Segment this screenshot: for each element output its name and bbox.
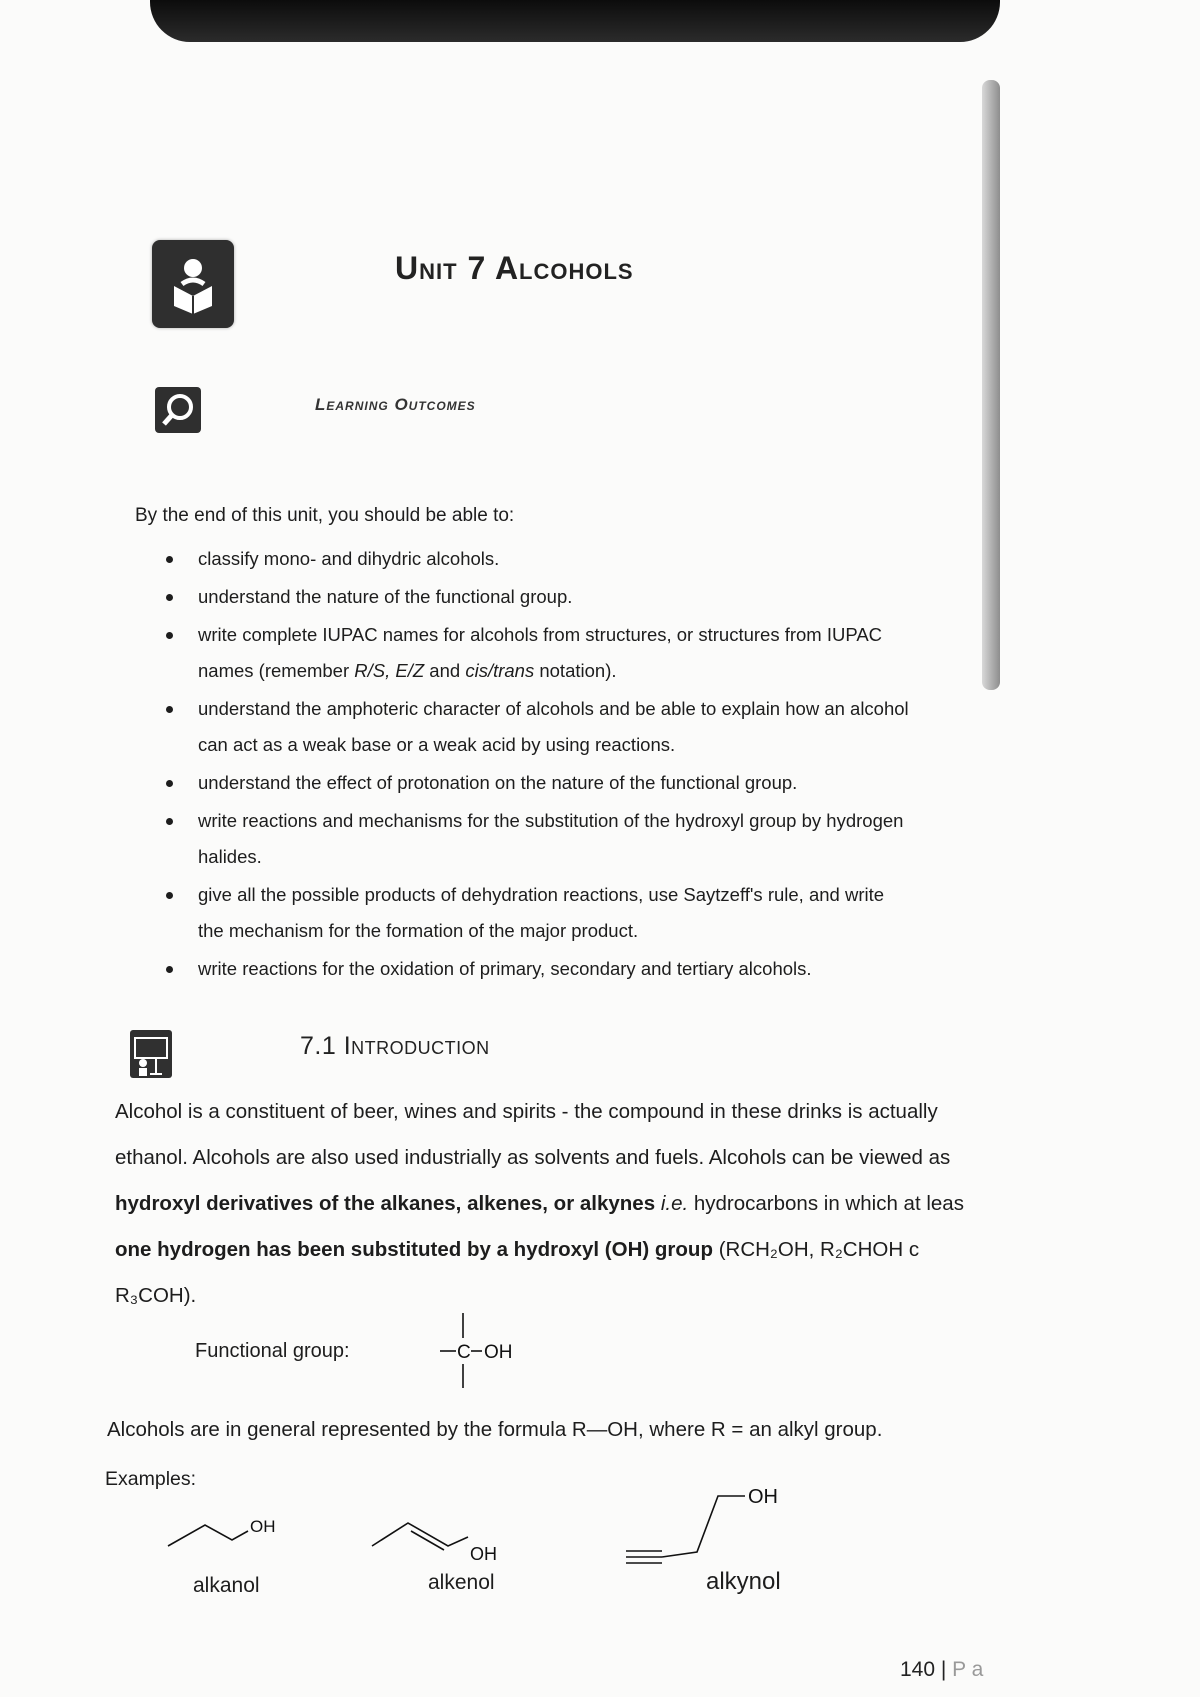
italic-segment: cis/trans [465,660,535,681]
hydroxyl-label: OH [748,1486,778,1508]
text-segment: names (remember [198,660,355,681]
text-segment: and [424,660,466,681]
bullet-dot [166,966,173,973]
bullet-dot [166,780,173,787]
list-item-text: understand the effect of protonation on the nature of the functional group. [198,772,798,793]
list-item-text [198,660,617,682]
functional-group-label: Functional group: [195,1340,350,1362]
hydroxyl-label: OH [484,1342,513,1363]
hydroxyl-label: OH [250,1517,276,1536]
example-label-alkanol: alkanol [193,1574,260,1597]
page-number [900,1658,983,1682]
section-heading: 7.1 Introduction [300,1032,490,1060]
paragraph-line: R₃COH). [115,1284,197,1307]
outcomes-intro: By the end of this unit, you should be able to: [135,505,515,526]
text-segment: hydrocarbons in which at leas [693,1192,964,1215]
list-item-text: write complete IUPAC names for alcohols from structures, or structures from IUPAC [198,624,883,645]
book-reader-icon [152,240,234,328]
example-label-alkynol: alkynol [706,1568,781,1595]
hydroxyl-label: OH [470,1544,497,1564]
list-item-text: can act as a weak base or a weak acid by using reactions. [198,734,676,755]
italic-segment: R/S, E/Z [354,660,425,681]
list-item-text: understand the amphoteric character of alcohols and be able to explain how an alcohol [198,698,909,719]
list-item-text: the mechanism for the formation of the major product. [198,920,639,941]
magnifier-icon [155,387,201,433]
list-item-text: write reactions for the oxidation of primary, secondary and tertiary alcohols. [198,958,812,979]
general-formula-text: Alcohols are in general represented by the formula R—OH, where R = an alkyl group. [107,1418,883,1441]
bullet-dot [166,892,173,899]
page-number-suffix: P a [952,1658,984,1681]
bold-segment: hydroxyl derivatives of the alkanes, alkenes, or alkynes [115,1192,656,1215]
teacher-board-icon [130,1030,172,1078]
text-segment: notation). [534,660,617,681]
functional-group-structure [440,1313,513,1388]
examples-label: Examples: [105,1468,197,1490]
list-item-text: understand the nature of the functional group. [198,586,573,607]
paragraph-line [115,1192,964,1216]
bullet-dot [166,706,173,713]
alkenol-structure [372,1523,497,1564]
learning-outcomes-title: Learning Outcomes [315,395,476,414]
bullet-dot [166,556,173,563]
list-item-text: classify mono- and dihydric alcohols. [198,548,500,569]
paragraph-line: Alcohol is a constituent of beer, wines and spirits - the compound in these drinks is actually [115,1100,938,1123]
italic-segment: i.e. [660,1192,689,1215]
list-item-text: write reactions and mechanisms for the substitution of the hydroxyl group by hydrogen [198,810,904,831]
bullet-dot [166,594,173,601]
paragraph-line: ethanol. Alcohols are also used industrially as solvents and fuels. Alcohols can be viewed as [115,1146,951,1169]
list-item-text: halides. [198,846,262,867]
page-number-value: 140 | [900,1658,953,1681]
bullet-dot [166,632,173,639]
bullet-dot [166,818,173,825]
alkynol-structure [626,1486,778,1563]
text-segment: (RCH₂OH, R₂CHOH c [718,1238,920,1261]
bold-segment: one hydrogen has been substituted by a hydroxyl (OH) group [115,1238,713,1261]
carbon-atom: C [457,1342,471,1363]
example-label-alkenol: alkenol [428,1571,495,1594]
alkanol-structure [168,1517,276,1546]
paragraph-line [115,1238,919,1262]
list-item-text: give all the possible products of dehydration reactions, use Saytzeff's rule, and write [198,884,885,905]
unit-title: Unit 7 Alcohols [395,250,634,286]
